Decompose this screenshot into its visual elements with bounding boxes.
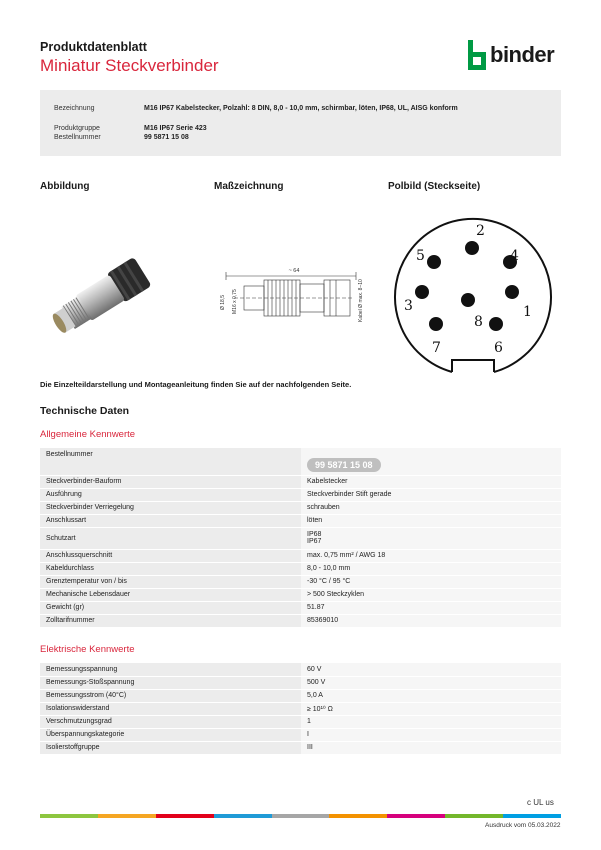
general-specs-heading: Allgemeine Kennwerte: [40, 429, 136, 440]
table-row: [40, 588, 561, 601]
pin-1: [505, 285, 519, 299]
pin-8: [461, 293, 475, 307]
spec-value: 5,0 A: [301, 689, 561, 702]
document-type: Produktdatenblatt: [40, 40, 147, 54]
order-number-badge: 99 5871 15 08: [307, 458, 381, 472]
color-bar-segment: [98, 814, 156, 818]
pin-label-8: 8: [474, 314, 483, 330]
table-row: [40, 715, 561, 728]
color-bar-segment: [40, 814, 98, 818]
spec-value: 1: [301, 715, 561, 728]
section-polbild: Polbild (Steckseite): [388, 181, 481, 192]
spec-value-2: IP67: [307, 538, 322, 545]
info-label-bezeichnung: Bezeichnung: [54, 105, 95, 112]
binder-logo-icon: [466, 40, 490, 72]
spec-value: > 500 Steckzyklen: [301, 588, 561, 601]
spec-value: -30 °C / 95 °C: [301, 575, 561, 588]
pin-2: [465, 241, 479, 255]
table-row: [40, 689, 561, 702]
pin-label-5: 5: [416, 248, 425, 264]
electrical-specs-heading: Elektrische Kennwerte: [40, 644, 135, 655]
info-value-produktgruppe: M16 IP67 Serie 423: [144, 125, 207, 132]
spec-value: 51.87: [301, 601, 561, 614]
table-row: [40, 728, 561, 741]
section-abbildung: Abbildung: [40, 181, 90, 192]
spec-value: Steckverbinder Stift gerade: [301, 488, 561, 501]
color-bar-segment: [503, 814, 561, 818]
color-bar-segment: [387, 814, 445, 818]
info-label-produktgruppe: Produktgruppe: [54, 125, 100, 132]
binder-logo: [466, 40, 562, 72]
spec-key: Schutzart: [40, 527, 301, 549]
color-bar-segment: [445, 814, 503, 818]
pin-7: [429, 317, 443, 331]
spec-value: 8,0 - 10,0 mm: [301, 562, 561, 575]
assembly-note: Die Einzelteildarstellung und Montageanleitung finden Sie auf der nachfolgenden Seite.: [40, 380, 352, 389]
spec-key: Bemessungsstrom (40°C): [40, 689, 301, 702]
spec-value: max. 0,75 mm² / AWG 18: [301, 549, 561, 562]
spec-value: 85369010: [301, 614, 561, 627]
info-value-bezeichnung: M16 IP67 Kabelstecker, Polzahl: 8 DIN, 8,0 - 10,0 mm, schirmbar, löten, IP68, UL, AISG konform: [144, 105, 458, 112]
pin-label-4: 4: [510, 248, 519, 264]
spec-value: schrauben: [301, 501, 561, 514]
spec-key: Gewicht (gr): [40, 601, 301, 614]
spec-key: Zolltarifnummer: [40, 614, 301, 627]
dim-length-label: ~ 64: [288, 268, 300, 274]
spec-key: Anschlussart: [40, 514, 301, 527]
footer-color-bar: [40, 814, 561, 818]
table-row: [40, 475, 561, 488]
dim-diameter-label: Ø 18,5: [220, 294, 226, 310]
pin-6: [489, 317, 503, 331]
info-label-bestellnummer: Bestellnummer: [54, 134, 101, 141]
info-value-bestellnummer: 99 5871 15 08: [144, 134, 189, 141]
spec-key: Mechanische Lebensdauer: [40, 588, 301, 601]
logo-text: binder: [490, 42, 555, 67]
table-row: [40, 676, 561, 689]
spec-key: Steckverbinder Verriegelung: [40, 501, 301, 514]
pin-3: [415, 285, 429, 299]
table-row: [40, 549, 561, 562]
technical-data-heading: Technische Daten: [40, 405, 130, 417]
table-row: [40, 562, 561, 575]
spec-value: III: [301, 741, 561, 754]
spec-key: Ausführung: [40, 488, 301, 501]
ul-certification-mark: c UL us: [527, 798, 554, 807]
connector-photo: [40, 248, 170, 343]
table-row: [40, 702, 561, 715]
pin-5: [427, 255, 441, 269]
spec-key: Grenztemperatur von / bis: [40, 575, 301, 588]
spec-key: Bemessungs-Stoßspannung: [40, 676, 301, 689]
pin-label-2: 2: [476, 223, 485, 239]
spec-key: Isolationswiderstand: [40, 702, 301, 715]
spec-key: Kabeldurchlass: [40, 562, 301, 575]
spec-value: Kabelstecker: [301, 475, 561, 488]
color-bar-segment: [214, 814, 272, 818]
table-row: [40, 488, 561, 501]
section-masszeichnung: Maßzeichnung: [214, 181, 284, 192]
pin-label-1: 1: [523, 304, 532, 320]
color-bar-segment: [156, 814, 214, 818]
spec-key: Bestellnummer: [40, 448, 301, 475]
pin-label-6: 6: [494, 340, 503, 356]
spec-value: IP68: [307, 531, 322, 538]
table-row: [40, 663, 561, 676]
dim-cable-label: Kabel Ø max. 8–10: [358, 279, 364, 322]
pin-label-7: 7: [432, 340, 441, 356]
table-row: [40, 501, 561, 514]
table-row: [40, 575, 561, 588]
spec-key: Bemessungsspannung: [40, 663, 301, 676]
color-bar-segment: [329, 814, 387, 818]
table-row: [40, 514, 561, 527]
spec-value: ≥ 10¹⁰ Ω: [301, 702, 561, 715]
table-row: [40, 601, 561, 614]
pin-diagram: [390, 210, 555, 375]
table-row: [40, 614, 561, 627]
color-bar-segment: [272, 814, 330, 818]
spec-value: löten: [301, 514, 561, 527]
table-row: [40, 527, 561, 549]
spec-key: Verschmutzungsgrad: [40, 715, 301, 728]
spec-value: I: [301, 728, 561, 741]
electrical-specs-table: [40, 663, 561, 755]
general-specs-table: [40, 448, 561, 628]
spec-value: 500 V: [301, 676, 561, 689]
spec-key: Anschlussquerschnitt: [40, 549, 301, 562]
spec-value: 60 V: [301, 663, 561, 676]
dimension-drawing: [214, 250, 364, 330]
spec-key: Steckverbinder-Bauform: [40, 475, 301, 488]
spec-key: Isolierstoffgruppe: [40, 741, 301, 754]
document-title: Miniatur Steckverbinder: [40, 56, 219, 75]
dim-thread-label: M16 x 0,75: [232, 289, 238, 314]
table-row: [40, 448, 561, 475]
product-info-box: [40, 90, 561, 156]
table-row: [40, 741, 561, 754]
spec-key: Überspannungskategorie: [40, 728, 301, 741]
print-date: Ausdruck vom 05.03.2022: [485, 822, 561, 829]
pin-label-3: 3: [404, 298, 413, 314]
